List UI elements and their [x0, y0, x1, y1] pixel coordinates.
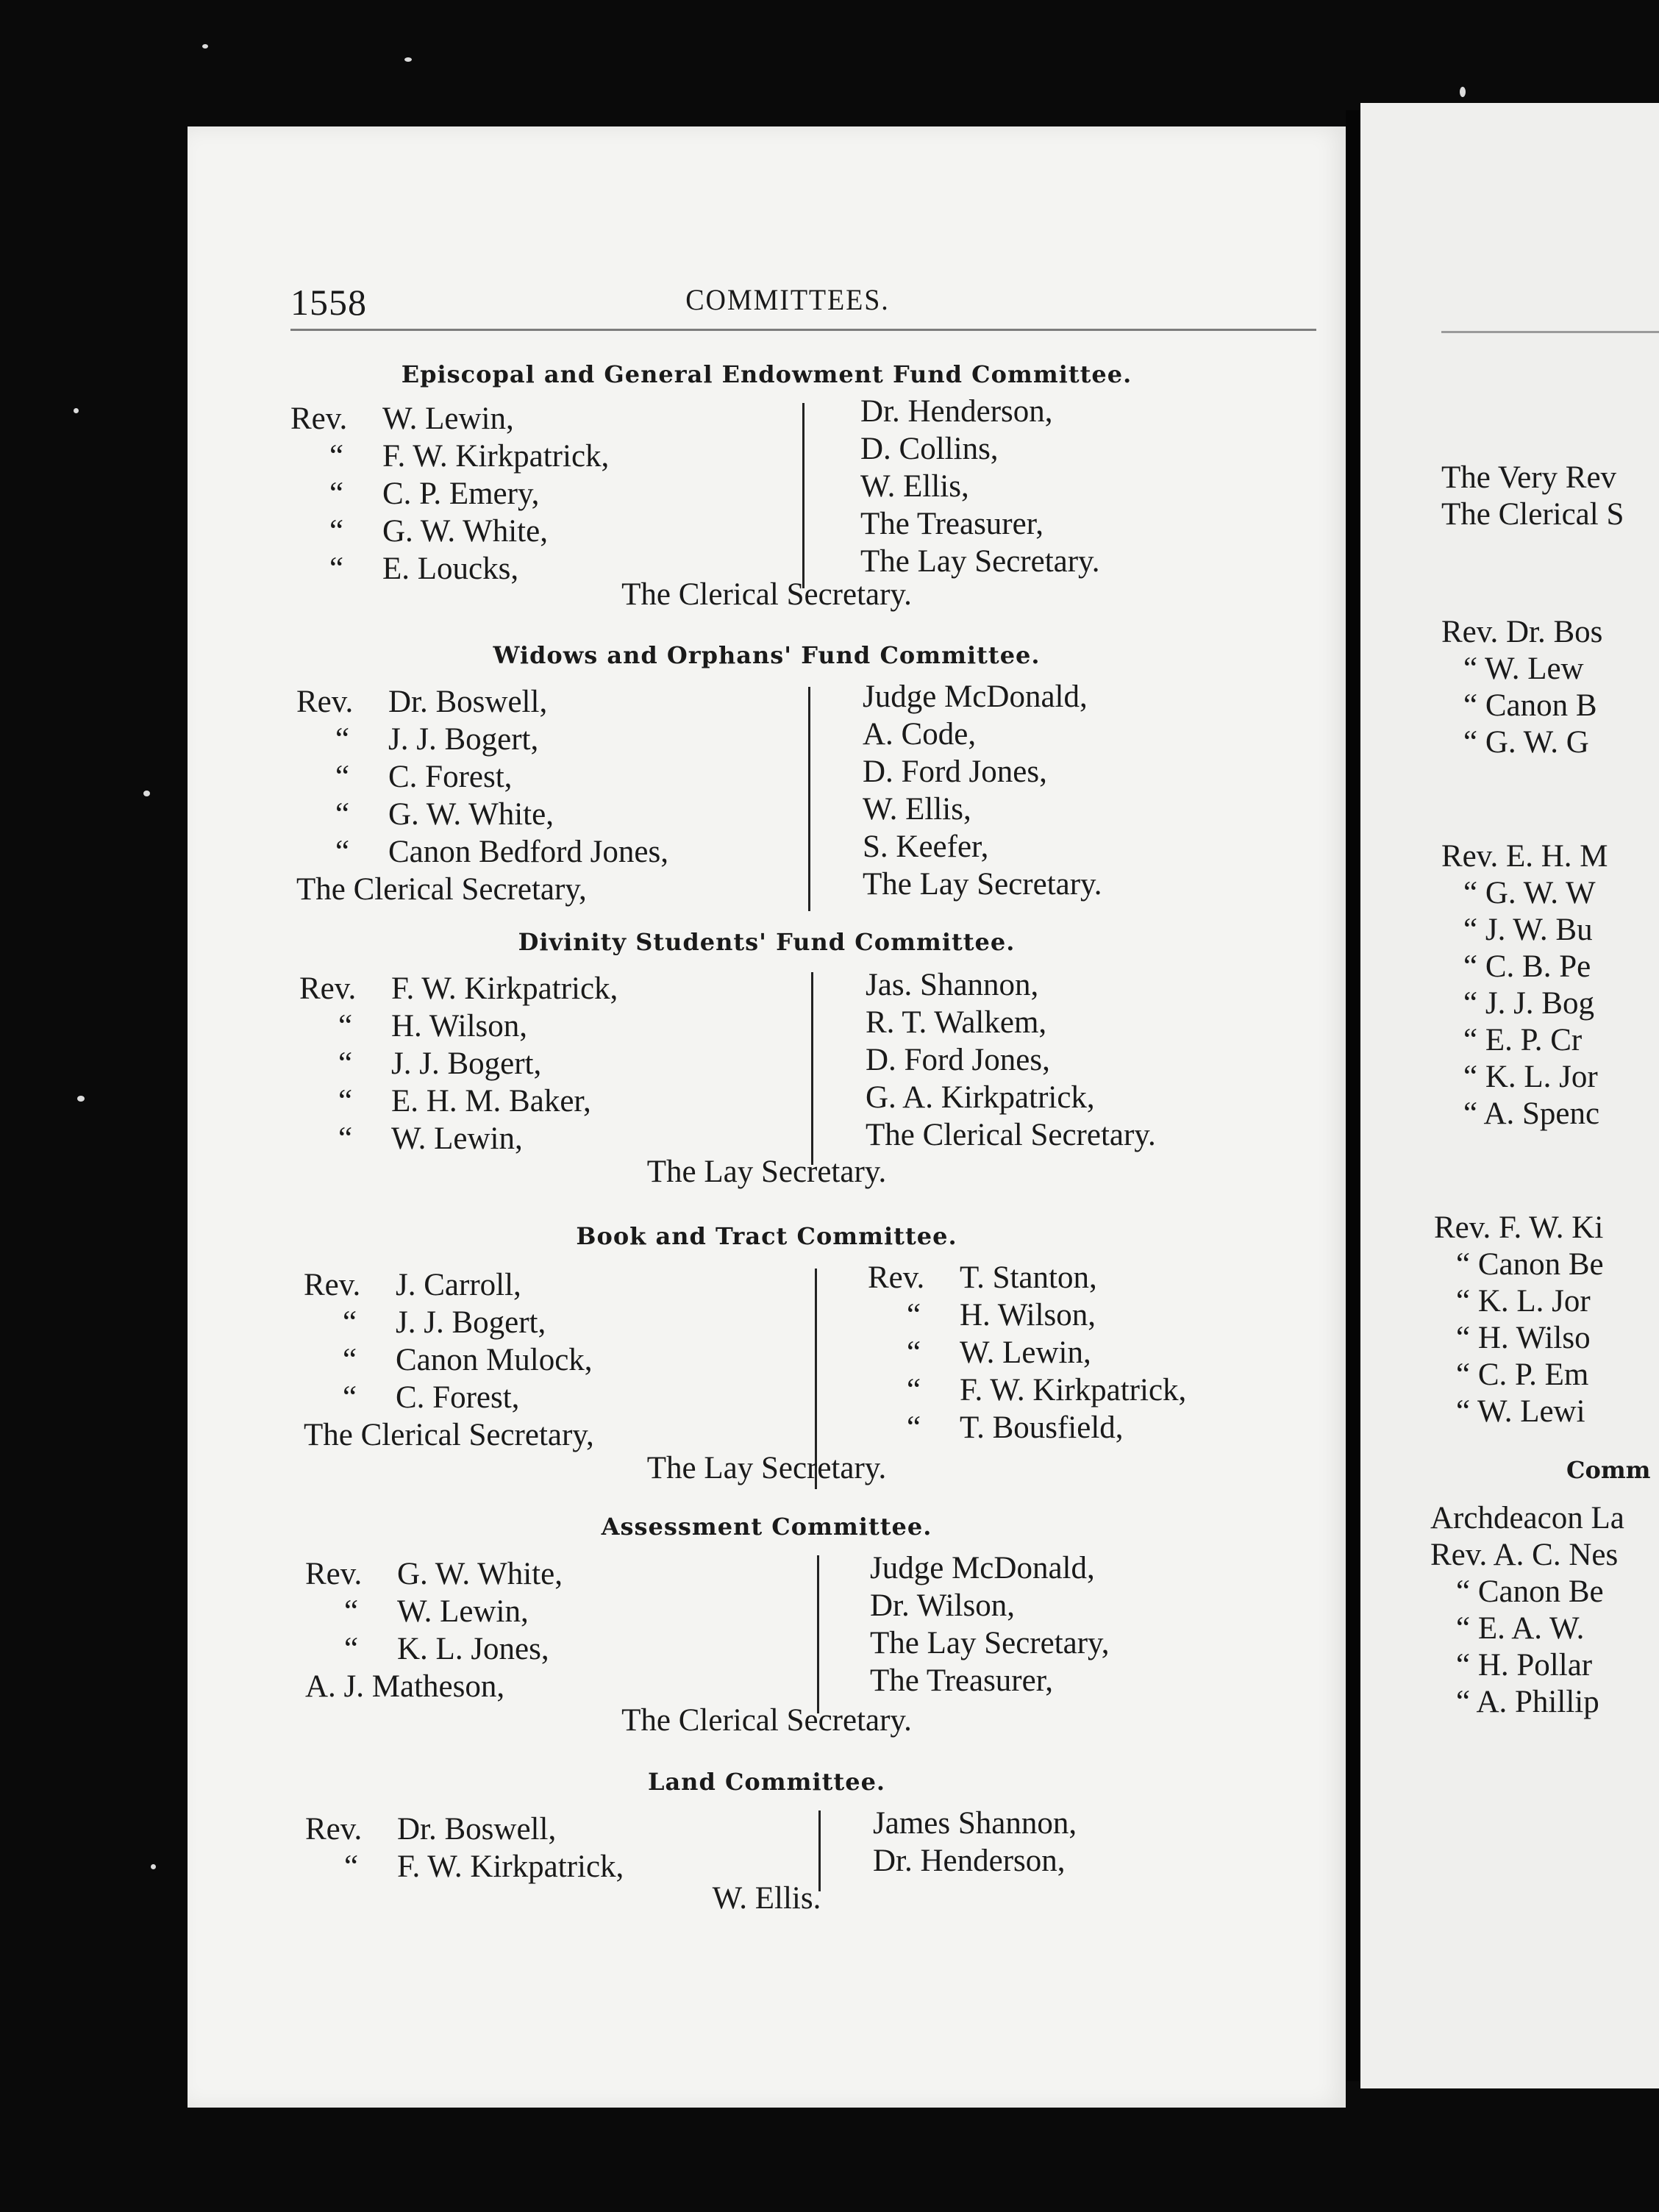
member-name: G. W. White, [388, 797, 554, 832]
member-row: The Clerical Secretary. [866, 1118, 1156, 1152]
facing-line: “ A. Spenc [1463, 1096, 1600, 1131]
ditto-mark: “ [343, 1849, 359, 1884]
ditto-mark: “ [329, 552, 344, 586]
facing-line: “ K. L. Jor [1463, 1060, 1598, 1094]
member-row: D. Collins, [860, 432, 999, 466]
member-row: Dr. Wilson, [870, 1588, 1015, 1623]
assessment-left-column [305, 1555, 563, 1705]
member-name: Canon Bedford Jones, [388, 835, 668, 869]
book-page [188, 126, 1346, 2108]
member-row [296, 721, 668, 758]
member-name: E. Loucks, [382, 552, 519, 586]
member-name: H. Wilson, [960, 1298, 1096, 1332]
facing-line: “ C. P. Em [1456, 1357, 1589, 1392]
divinity-footer: The Lay Secretary. [646, 1155, 887, 1189]
facing-line: “ Canon Be [1456, 1574, 1604, 1609]
member-name: J. Carroll, [396, 1268, 521, 1302]
ditto-mark: “ [335, 760, 350, 794]
book-footer: The Lay Secretary. [646, 1451, 887, 1485]
scan-speck [74, 408, 79, 413]
member-row [299, 970, 618, 1007]
section-heading-episcopal: Episcopal and General Endowment Fund Committee. [401, 360, 1132, 388]
book-right-column [868, 1259, 1186, 1446]
facing-line: “ H. Wilso [1456, 1321, 1591, 1355]
member-row [305, 1593, 563, 1630]
member-row: Judge McDonald, [863, 679, 1088, 714]
member-row: Judge McDonald, [870, 1551, 1095, 1585]
member-row [299, 1120, 618, 1157]
member-row: D. Ford Jones, [866, 1043, 1050, 1077]
member-row: Jas. Shannon, [866, 968, 1039, 1002]
facing-line: Comm [1566, 1456, 1651, 1484]
member-row [290, 400, 609, 438]
member-row [299, 1045, 618, 1082]
divinity-right-column [866, 966, 1156, 1154]
ditto-mark: “ [906, 1373, 921, 1408]
member-row: The Lay Secretary. [863, 867, 1102, 902]
ditto-mark: “ [338, 1121, 353, 1156]
facing-line: “ H. Pollar [1456, 1648, 1593, 1683]
facing-line: “ W. Lew [1463, 652, 1584, 686]
facing-line: “ J. W. Bu [1463, 913, 1593, 947]
member-row: R. T. Walkem, [866, 1005, 1047, 1040]
column-divider [818, 1810, 821, 1891]
facing-line: “ E. P. Cr [1463, 1023, 1583, 1057]
widows-left-column [296, 683, 668, 908]
ditto-mark: “ [329, 477, 344, 511]
member-name: Canon Mulock, [396, 1343, 593, 1377]
ditto-mark: “ [338, 1009, 353, 1043]
facing-line: “ A. Phillip [1456, 1685, 1599, 1719]
ditto-mark: “ [342, 1380, 357, 1415]
member-row [296, 833, 668, 871]
member-row [868, 1334, 1186, 1371]
section-heading-assessment: Assessment Committee. [601, 1513, 932, 1541]
section-heading-land: Land Committee. [647, 1768, 886, 1796]
title-prefix: Rev. [296, 685, 354, 719]
scan-speck [1460, 87, 1466, 97]
facing-line: Rev. A. C. Nes [1430, 1538, 1619, 1572]
member-row [290, 513, 609, 550]
header-rule [290, 329, 1316, 331]
member-row [868, 1259, 1186, 1296]
member-name: K. L. Jones, [397, 1632, 549, 1666]
scan-speck [202, 44, 208, 49]
member-row [304, 1304, 594, 1341]
member-name: H. Wilson, [391, 1009, 528, 1043]
land-footer: W. Ellis. [712, 1881, 821, 1916]
facing-header-rule [1441, 331, 1659, 333]
title-prefix: Rev. [305, 1557, 363, 1591]
facing-line: “ Canon B [1463, 688, 1597, 723]
member-row: G. A. Kirkpatrick, [866, 1080, 1095, 1115]
scan-speck [404, 57, 412, 62]
section-heading-divinity: Divinity Students' Fund Committee. [518, 928, 1016, 956]
member-name: J. J. Bogert, [391, 1046, 542, 1081]
divinity-left-column [299, 970, 618, 1157]
episcopal-left-column [290, 400, 609, 588]
facing-line: “ J. J. Bog [1463, 986, 1594, 1021]
title-prefix: Rev. [304, 1268, 361, 1302]
episcopal-right-column [860, 393, 1100, 580]
member-name: F. W. Kirkpatrick, [391, 971, 618, 1006]
facing-line: Rev. Dr. Bos [1441, 615, 1603, 649]
member-name: G. W. White, [382, 514, 548, 549]
member-name: G. W. White, [397, 1557, 563, 1591]
member-name: E. H. M. Baker, [391, 1084, 591, 1119]
book-left-column [304, 1266, 594, 1454]
member-name: J. J. Bogert, [396, 1305, 546, 1340]
member-row: S. Keefer, [863, 830, 989, 864]
member-name: J. J. Bogert, [388, 722, 539, 757]
member-row: James Shannon, [873, 1806, 1077, 1841]
facing-line: “ E. A. W. [1456, 1611, 1585, 1646]
ditto-mark: “ [338, 1046, 353, 1081]
ditto-mark: “ [343, 1594, 359, 1629]
column-divider [811, 972, 813, 1165]
member-name: T. Stanton, [960, 1260, 1097, 1295]
member-row: The Treasurer, [860, 507, 1044, 541]
member-name: W. Lewin, [391, 1121, 523, 1156]
member-row: Dr. Henderson, [873, 1844, 1066, 1878]
book-gutter [1346, 110, 1360, 2081]
member-name: W. Lewin, [960, 1335, 1091, 1370]
member-row: A. Code, [863, 717, 977, 752]
member-row [296, 796, 668, 833]
ditto-mark: “ [335, 722, 350, 757]
member-row [296, 683, 668, 721]
land-right-column [873, 1805, 1077, 1880]
member-name: F. W. Kirkpatrick, [382, 439, 610, 474]
ditto-mark: “ [335, 835, 350, 869]
facing-line: “ G. W. G [1463, 725, 1589, 760]
member-row: The Lay Secretary, [870, 1626, 1110, 1660]
section-heading-widows: Widows and Orphans' Fund Committee. [493, 641, 1041, 669]
ditto-mark: “ [906, 1335, 921, 1370]
facing-line: The Very Rev [1441, 460, 1617, 495]
ditto-mark: “ [343, 1632, 359, 1666]
ditto-mark: “ [342, 1305, 357, 1340]
member-row: The Clerical Secretary, [296, 872, 587, 907]
ditto-mark: “ [906, 1410, 921, 1445]
ditto-mark: “ [335, 797, 350, 832]
member-row: Dr. Henderson, [860, 394, 1053, 429]
member-name: C. Forest, [396, 1380, 520, 1415]
facing-line: “ W. Lewi [1456, 1394, 1585, 1429]
facing-line: “ G. W. W [1463, 876, 1596, 910]
facing-line: “ Canon Be [1456, 1247, 1604, 1282]
member-row [305, 1630, 563, 1668]
member-name: Dr. Boswell, [388, 685, 548, 719]
facing-line: Archdeacon La [1430, 1501, 1624, 1535]
facing-line: Rev. E. H. M [1441, 839, 1608, 874]
member-row [290, 475, 609, 513]
member-row [290, 438, 609, 475]
member-row: D. Ford Jones, [863, 754, 1047, 789]
member-name: C. P. Emery, [382, 477, 540, 511]
ditto-mark: “ [329, 514, 344, 549]
member-row [868, 1296, 1186, 1334]
scan-speck [143, 791, 150, 796]
member-name: Dr. Boswell, [397, 1812, 557, 1847]
member-row: The Lay Secretary. [860, 544, 1100, 579]
scan-speck [151, 1864, 156, 1869]
member-row: A. J. Matheson, [305, 1669, 505, 1704]
member-row [304, 1266, 594, 1304]
member-row [299, 1007, 618, 1045]
facing-page [1360, 103, 1659, 2088]
facing-line: “ K. L. Jor [1456, 1284, 1591, 1319]
member-row [304, 1379, 594, 1416]
member-name: W. Lewin, [397, 1594, 529, 1629]
column-divider [808, 687, 810, 911]
member-name: C. Forest, [388, 760, 513, 794]
scan-speck [77, 1096, 85, 1102]
facing-line: “ C. B. Pe [1463, 949, 1591, 984]
column-divider [802, 403, 804, 588]
section-heading-book: Book and Tract Committee. [576, 1222, 957, 1250]
member-row: W. Ellis, [863, 792, 971, 827]
land-left-column [305, 1810, 624, 1885]
member-row: W. Ellis, [860, 469, 969, 504]
ditto-mark: “ [329, 439, 344, 474]
member-name: T. Bousfield, [960, 1410, 1124, 1445]
running-head: COMMITTEES. [685, 283, 890, 316]
member-row [305, 1555, 563, 1593]
widows-right-column [863, 678, 1102, 903]
member-name: F. W. Kirkpatrick, [397, 1849, 624, 1884]
member-row [304, 1341, 594, 1379]
member-row: The Clerical Secretary, [304, 1418, 594, 1452]
title-prefix: Rev. [305, 1812, 363, 1847]
member-row [868, 1371, 1186, 1409]
member-row [299, 1082, 618, 1120]
title-prefix: Rev. [299, 971, 357, 1006]
member-row [296, 758, 668, 796]
ditto-mark: “ [342, 1343, 357, 1377]
member-name: F. W. Kirkpatrick, [960, 1373, 1187, 1408]
member-name: W. Lewin, [382, 402, 514, 436]
episcopal-footer: The Clerical Secretary. [621, 577, 912, 612]
facing-line: Rev. F. W. Ki [1434, 1210, 1604, 1245]
member-row [868, 1409, 1186, 1446]
title-prefix: Rev. [290, 402, 348, 436]
ditto-mark: “ [338, 1084, 353, 1119]
member-row [305, 1810, 624, 1848]
facing-line: The Clerical S [1441, 497, 1624, 532]
title-prefix: Rev. [868, 1260, 925, 1295]
page-number: 1558 [290, 282, 367, 323]
assessment-footer: The Clerical Secretary. [621, 1703, 912, 1738]
column-divider [817, 1555, 819, 1713]
member-row: The Treasurer, [870, 1663, 1054, 1698]
ditto-mark: “ [906, 1298, 921, 1332]
assessment-right-column [870, 1549, 1110, 1699]
